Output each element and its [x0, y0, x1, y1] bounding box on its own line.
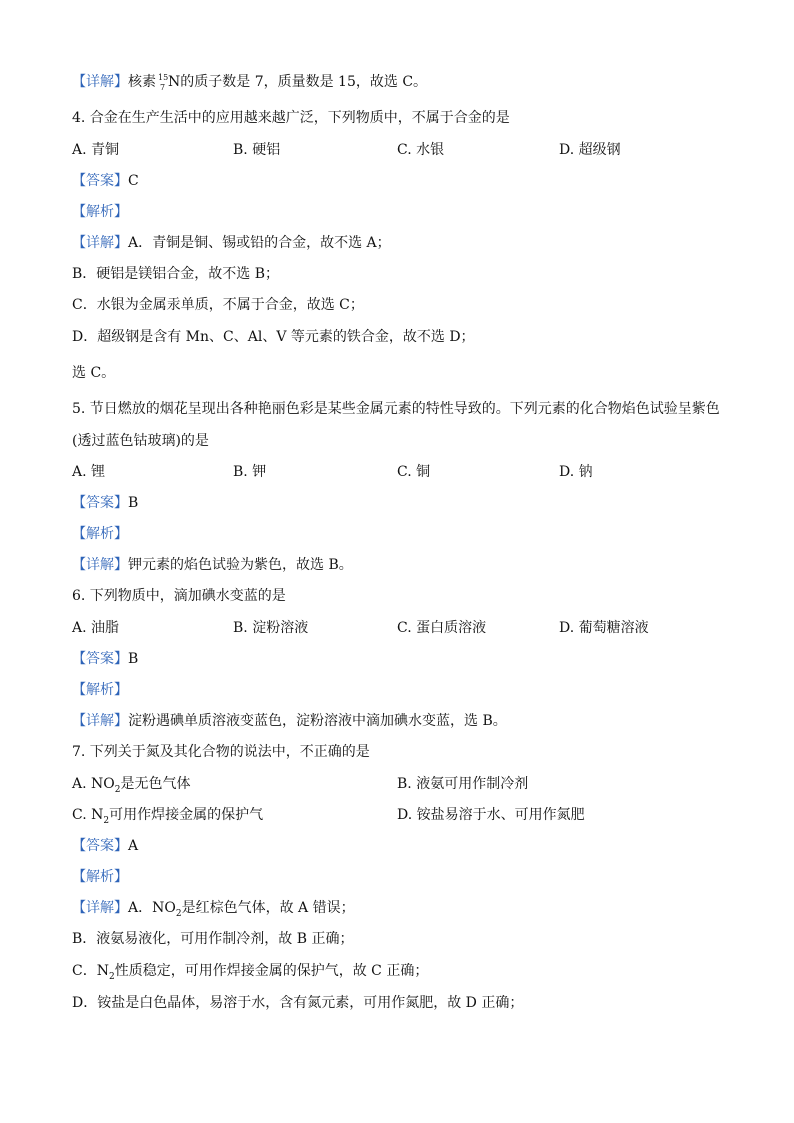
q7-answer [72, 837, 138, 855]
answer-value: C [128, 173, 139, 189]
q6-option-b: B. 淀粉溶液 [233, 620, 309, 636]
q5-detail [72, 556, 353, 574]
detail-tag: 【详解】 [72, 900, 128, 916]
detail-pre: 核素 [128, 74, 156, 90]
detail-tag: 【详解】 [72, 235, 128, 251]
q4-detail-b: B．硬铝是镁铝合金，故不选 B； [72, 266, 280, 282]
q4-option-a: A. 青铜 [72, 142, 120, 158]
q5-stem-line2: (透过蓝色钴玻璃)的是 [72, 433, 209, 449]
element-symbol: N [168, 74, 181, 90]
q4-detail-d: D．超级钢是含有 Mn、C、Al、V 等元素的铁合金，故不选 D； [72, 329, 475, 345]
q7-detail-b: B．液氨易液化，可用作制冷剂，故 B 正确； [72, 931, 354, 947]
option-a-text: 是无色气体 [120, 776, 191, 792]
q7-stem: 7. 下列关于氮及其化合物的说法中，不正确的是 [72, 744, 370, 760]
nuclide-symbol [156, 73, 168, 91]
q6-option-d: D. 葡萄糖溶液 [559, 620, 649, 636]
q4-answer [72, 172, 139, 190]
detail-tag: 【详解】 [72, 713, 128, 729]
q4-conclusion: 选 C。 [72, 365, 116, 381]
q7-option-a [72, 775, 190, 793]
detail-c-prefix: C．N [72, 963, 109, 979]
subscript: 2 [114, 784, 121, 795]
q6-option-a: A. 油脂 [72, 620, 120, 636]
q4-option-b: B. 硬铝 [233, 142, 281, 158]
q4-option-d: D. 超级钢 [559, 142, 621, 158]
answer-value: B [128, 495, 139, 511]
option-c-text: 可用作焊接金属的保护气 [109, 807, 264, 823]
subscript: 2 [175, 908, 182, 919]
proton-number: 7 [160, 83, 166, 92]
q6-stem: 6. 下列物质中，滴加碘水变蓝的是 [72, 588, 286, 604]
detail-tag: 【详解】 [72, 557, 128, 573]
q6-detail [72, 712, 507, 730]
q5-analysis-tag: 【解析】 [72, 526, 128, 542]
q4-analysis-tag: 【解析】 [72, 204, 128, 220]
option-c-prefix: C. N [72, 807, 104, 823]
q7-analysis-tag: 【解析】 [72, 869, 128, 885]
option-a-prefix: A. NO [72, 776, 115, 792]
answer-value: A [128, 838, 139, 854]
detail-post: 的质子数是 7，质量数是 15，故选 C。 [180, 74, 428, 90]
q7-detail-d: D．铵盐是白色晶体，易溶于水，含有氮元素，可用作氮肥，故 D 正确； [72, 995, 524, 1011]
detail-text: A．青铜是铜、锡或铅的合金，故不选 A； [128, 235, 391, 251]
q4-stem: 4. 合金在生产生活中的应用越来越广泛，下列物质中，不属于合金的是 [72, 110, 510, 126]
detail-text: 钾元素的焰色试验为紫色，故选 B。 [128, 557, 353, 573]
q5-stem-line1: 5. 节日燃放的烟花呈现出各种艳丽色彩是某些金属元素的特性导致的。下列元素的化合物焰色试验呈紫色 [72, 401, 720, 417]
detail-c-text: 性质稳定，可用作焊接金属的保护气，故 C 正确； [114, 963, 429, 979]
q7-option-b: B. 液氨可用作制冷剂 [397, 776, 529, 792]
subscript: 2 [108, 971, 115, 982]
q7-option-d: D. 铵盐易溶于水、可用作氮肥 [397, 807, 585, 823]
detail-a-text: 是红棕色气体，故 A 错误； [181, 900, 355, 916]
q5-option-c: C. 铜 [397, 464, 431, 480]
answer-value: B [128, 651, 139, 667]
detail-text: 淀粉遇碘单质溶液变蓝色，淀粉溶液中滴加碘水变蓝，选 B。 [128, 713, 507, 729]
q4-detail-c: C．水银为金属汞单质，不属于合金，故选 C； [72, 297, 364, 313]
answer-tag: 【答案】 [72, 838, 128, 854]
q5-option-a: A. 锂 [72, 464, 106, 480]
mass-number: 15 [158, 73, 169, 82]
q6-analysis-tag: 【解析】 [72, 682, 128, 698]
q6-answer [72, 650, 138, 668]
q4-option-c: C. 水银 [397, 142, 445, 158]
answer-tag: 【答案】 [72, 173, 128, 189]
answer-tag: 【答案】 [72, 495, 128, 511]
q5-option-d: D. 钠 [559, 464, 593, 480]
subscript: 2 [103, 815, 110, 826]
detail-tag: 【详解】 [72, 74, 128, 90]
detail-a-prefix: A．NO [128, 900, 176, 916]
q6-option-c: C. 蛋白质溶液 [397, 620, 487, 636]
q7-detail-c [72, 962, 428, 980]
answer-tag: 【答案】 [72, 651, 128, 667]
q4-detail-a [72, 234, 391, 252]
prev-detail-line [72, 73, 427, 91]
q7-detail-a [72, 899, 355, 917]
q7-option-c [72, 806, 263, 824]
q5-answer [72, 494, 138, 512]
q5-option-b: B. 钾 [233, 464, 267, 480]
